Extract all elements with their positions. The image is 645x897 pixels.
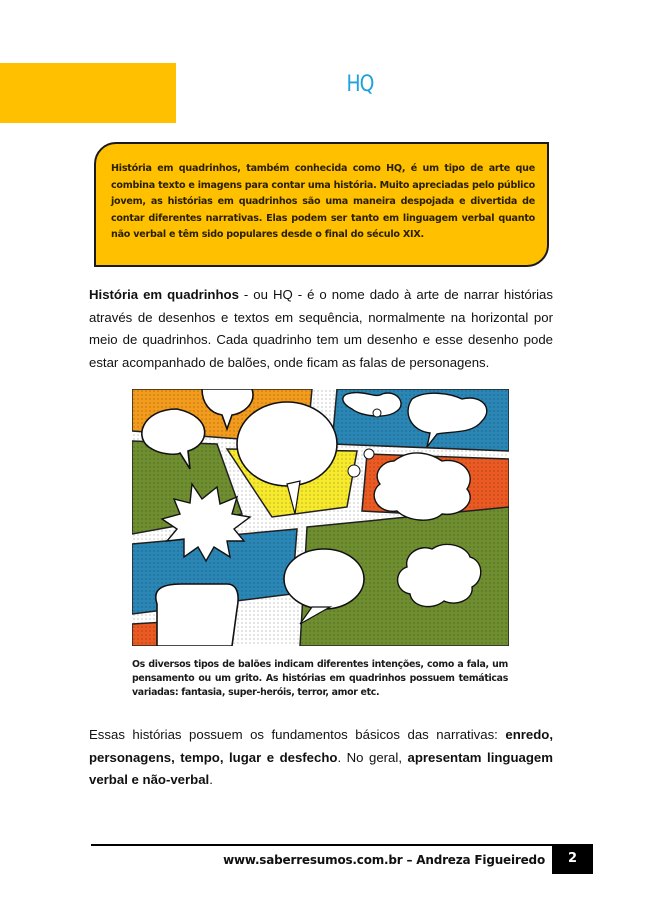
comic-speech-balloons-image	[132, 389, 509, 646]
paragraph-text: - ou HQ - é o nome dado à arte de narrar histórias através de desenhos e textos em sequência, normalmente na horizontal por meio de quadrinhos. Cada quadrinho tem um desenho e esse desenho pode estar acompanhado de balões, onde ficam as falas de personagens.	[89, 287, 553, 370]
intro-text: História em quadrinhos, também conhecida como HQ, é um tipo de arte que combina texto e imagens para contar uma história. Muito apreciadas pelo público jovem, as histórias em quadrinhos são uma maneira despojada e divertida de contar diferentes narrativas. Elas podem ser tanto em linguagem verbal quanto não verbal e têm sido populares desde o final do século XIX.	[111, 163, 535, 240]
paragraph-definition	[89, 284, 553, 374]
bold-elements: enredo, personagens, tempo, lugar e desfecho	[89, 727, 553, 765]
paragraph-text: . No geral,	[337, 749, 408, 765]
page-number: 2	[552, 845, 593, 874]
title-accent-bar	[0, 63, 176, 123]
paragraph-text: Essas histórias possuem os fundamentos básicos das narrativas:	[89, 727, 506, 742]
paragraph-fundamentals	[89, 724, 553, 792]
paragraph-text: .	[209, 772, 213, 787]
page-title: HQ	[346, 72, 374, 97]
intro-box	[94, 142, 549, 267]
bold-language: apresentam linguagem verbal e não-verbal	[89, 749, 553, 787]
figure-caption: Os diversos tipos de balões indicam diferentes intenções, como a fala, um pensamento ou um grito. As histórias em quadrinhos possuem temáticas variadas: fantasia, super-heróis, terror, amor etc.	[132, 659, 508, 698]
bold-lead: História em quadrinhos	[89, 287, 239, 302]
footer-divider	[91, 844, 593, 846]
footer-credit: www.saberresumos.com.br – Andreza Figueiredo	[223, 853, 545, 867]
